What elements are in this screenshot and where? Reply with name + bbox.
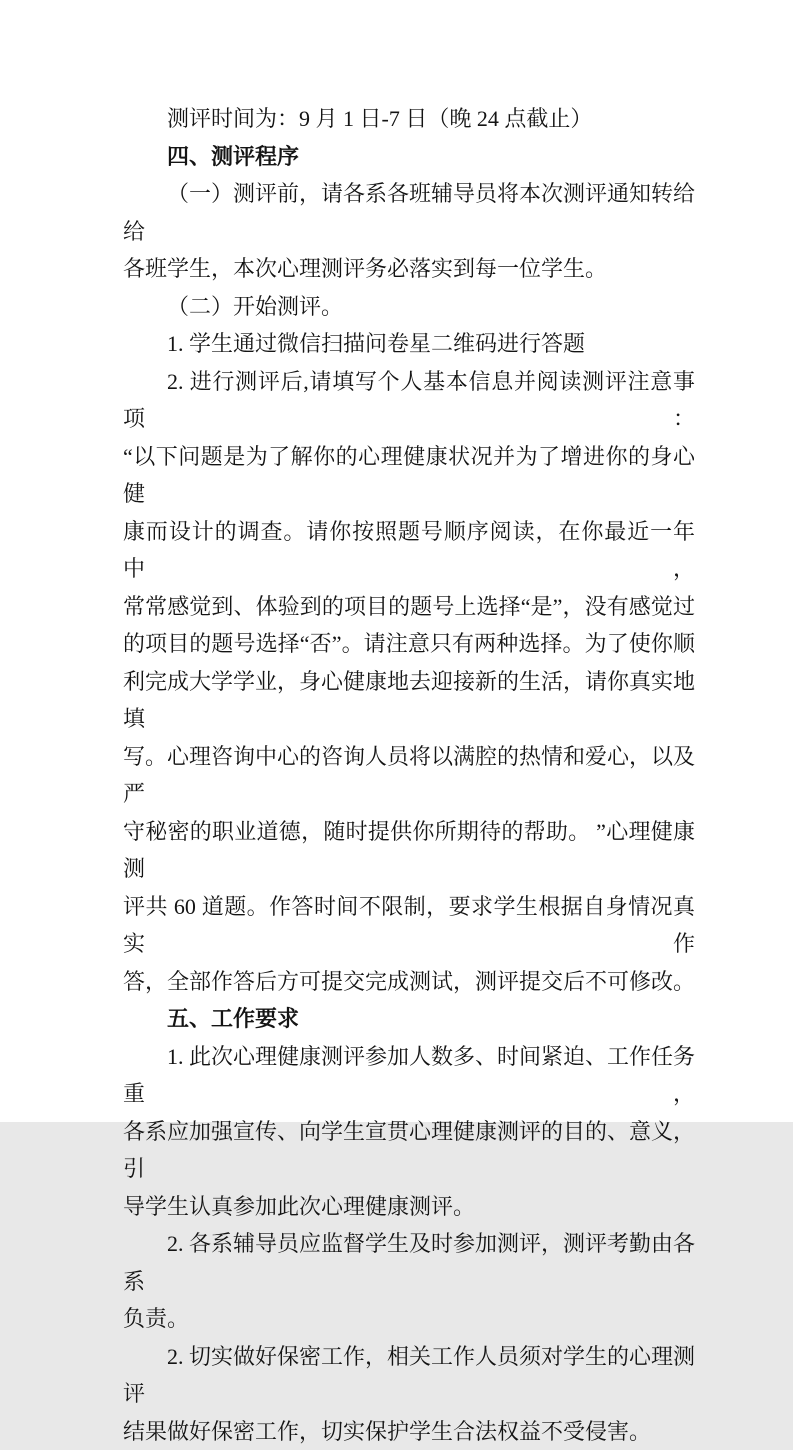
- section-heading: [123, 138, 695, 176]
- heading-text-line: 五、工作要求: [123, 1000, 695, 1038]
- text-line: “以下问题是为了解你的心理健康状况并为了增进你的身心健: [123, 438, 695, 513]
- paragraph: [123, 1225, 695, 1338]
- paragraph: [123, 175, 695, 288]
- heading-text-line: 四、测评程序: [123, 138, 695, 176]
- text-line: 各系应加强宣传、向学生宣贯心理健康测评的目的、意义，引: [123, 1113, 695, 1188]
- text-line: 答，全部作答后方可提交完成测试，测评提交后不可修改。: [123, 963, 695, 1001]
- text-line: 2. 切实做好保密工作，相关工作人员须对学生的心理测评: [123, 1338, 695, 1413]
- document-text-block: [123, 100, 695, 1450]
- text-line: 1. 学生通过微信扫描问卷星二维码进行答题: [123, 325, 695, 363]
- text-line: （二）开始测评。: [123, 288, 695, 326]
- text-line: 结果做好保密工作，切实保护学生合法权益不受侵害。: [123, 1413, 695, 1450]
- text-line: 各班学生，本次心理测评务必落实到每一位学生。: [123, 250, 695, 288]
- text-line: 守秘密的职业道德，随时提供你所期待的帮助。 ”心理健康测: [123, 813, 695, 888]
- text-line: （一）测评前，请各系各班辅导员将本次测评通知转给给: [123, 175, 695, 250]
- text-line: 测评时间为：9 月 1 日-7 日（晚 24 点截止）: [123, 100, 695, 138]
- text-line: 负责。: [123, 1300, 695, 1338]
- paragraph: [123, 288, 695, 326]
- paragraph: [123, 1338, 695, 1450]
- text-line: 1. 此次心理健康测评参加人数多、时间紧迫、工作任务重，: [123, 1038, 695, 1113]
- text-line: 评共 60 道题。作答时间不限制，要求学生根据自身情况真实作: [123, 888, 695, 963]
- paragraph: [123, 100, 695, 138]
- text-line: 2. 进行测评后,请填写个人基本信息并阅读测评注意事项：: [123, 363, 695, 438]
- text-line: 常常感觉到、体验到的项目的题号上选择“是”，没有感觉过: [123, 588, 695, 626]
- text-line: 康而设计的调查。请你按照题号顺序阅读，在你最近一年中，: [123, 513, 695, 588]
- text-line: 导学生认真参加此次心理健康测评。: [123, 1188, 695, 1226]
- paragraph: [123, 325, 695, 363]
- section-heading: [123, 1000, 695, 1038]
- text-line: 写。心理咨询中心的咨询人员将以满腔的热情和爱心，以及严: [123, 738, 695, 813]
- paragraph: [123, 1038, 695, 1226]
- text-line: 的项目的题号选择“否”。请注意只有两种选择。为了使你顺: [123, 625, 695, 663]
- text-line: 利完成大学学业，身心健康地去迎接新的生活，请你真实地填: [123, 663, 695, 738]
- paragraph: [123, 363, 695, 1001]
- text-line: 2. 各系辅导员应监督学生及时参加测评，测评考勤由各系: [123, 1225, 695, 1300]
